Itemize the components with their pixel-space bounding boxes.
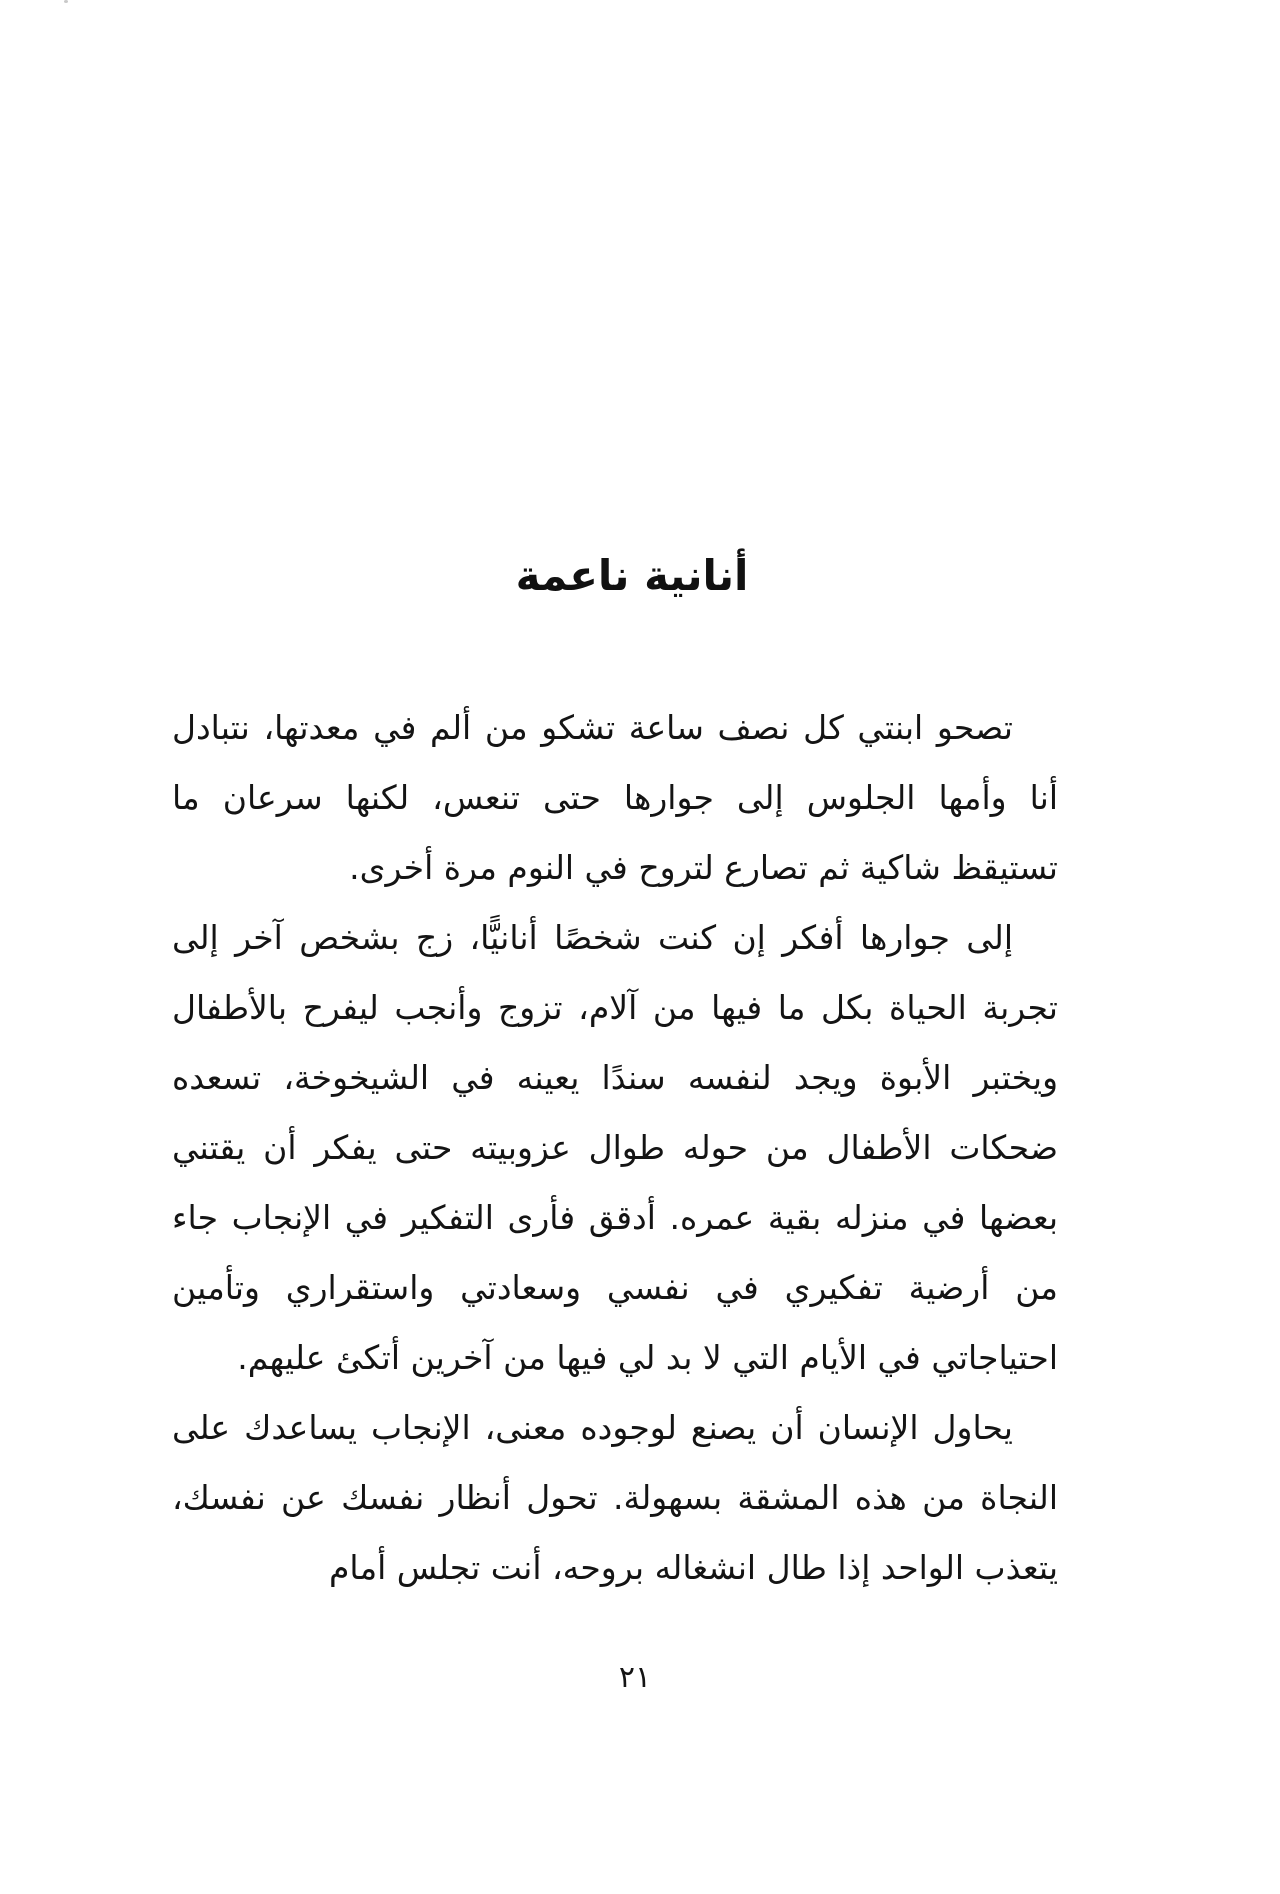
chapter-title: أنانية ناعمة: [515, 551, 749, 600]
body-text: [172, 693, 1058, 1603]
paragraph: يحاول الإنسان أن يصنع لوجوده معنى، الإنجاب يساعدك على النجاة من هذه المشقة بسهولة. تحول أنظار نفسك عن نفسك، يتعذب الواحد إذا طال انشغاله بروحه، أنت تجلس أمام: [172, 1408, 1058, 1587]
page-number: ٢١: [618, 1660, 652, 1695]
paragraph: تصحو ابنتي كل نصف ساعة تشكو من ألم في معدتها، نتبادل أنا وأمها الجلوس إلى جوارها حتى تنعس، لكنها سرعان ما تستيقظ شاكية ثم تصارع لتروح في النوم مرة أخرى.: [172, 708, 1058, 887]
paragraph: إلى جوارها أفكر إن كنت شخصًا أنانيًّا، زج بشخص آخر إلى تجربة الحياة بكل ما فيها من آلام، تزوج وأنجب ليفرح بالأطفال ويختبر الأبوة ويجد لنفسه سندًا يعينه في الشيخوخة، تسعده ضحكات الأطفال من حوله طوال عزوبيته حتى يفكر أن يقتني بعضها في منزله بقية عمره. أدقق فأرى التفكير في الإنجاب جاء من أرضية تفكيري في نفسي وسعادتي واستقراري وتأمين احتياجاتي في الأيام التي لا بد لي فيها من آخرين أتكئ عليهم.: [172, 918, 1058, 1377]
scan-artifact-dot: [64, 0, 68, 3]
